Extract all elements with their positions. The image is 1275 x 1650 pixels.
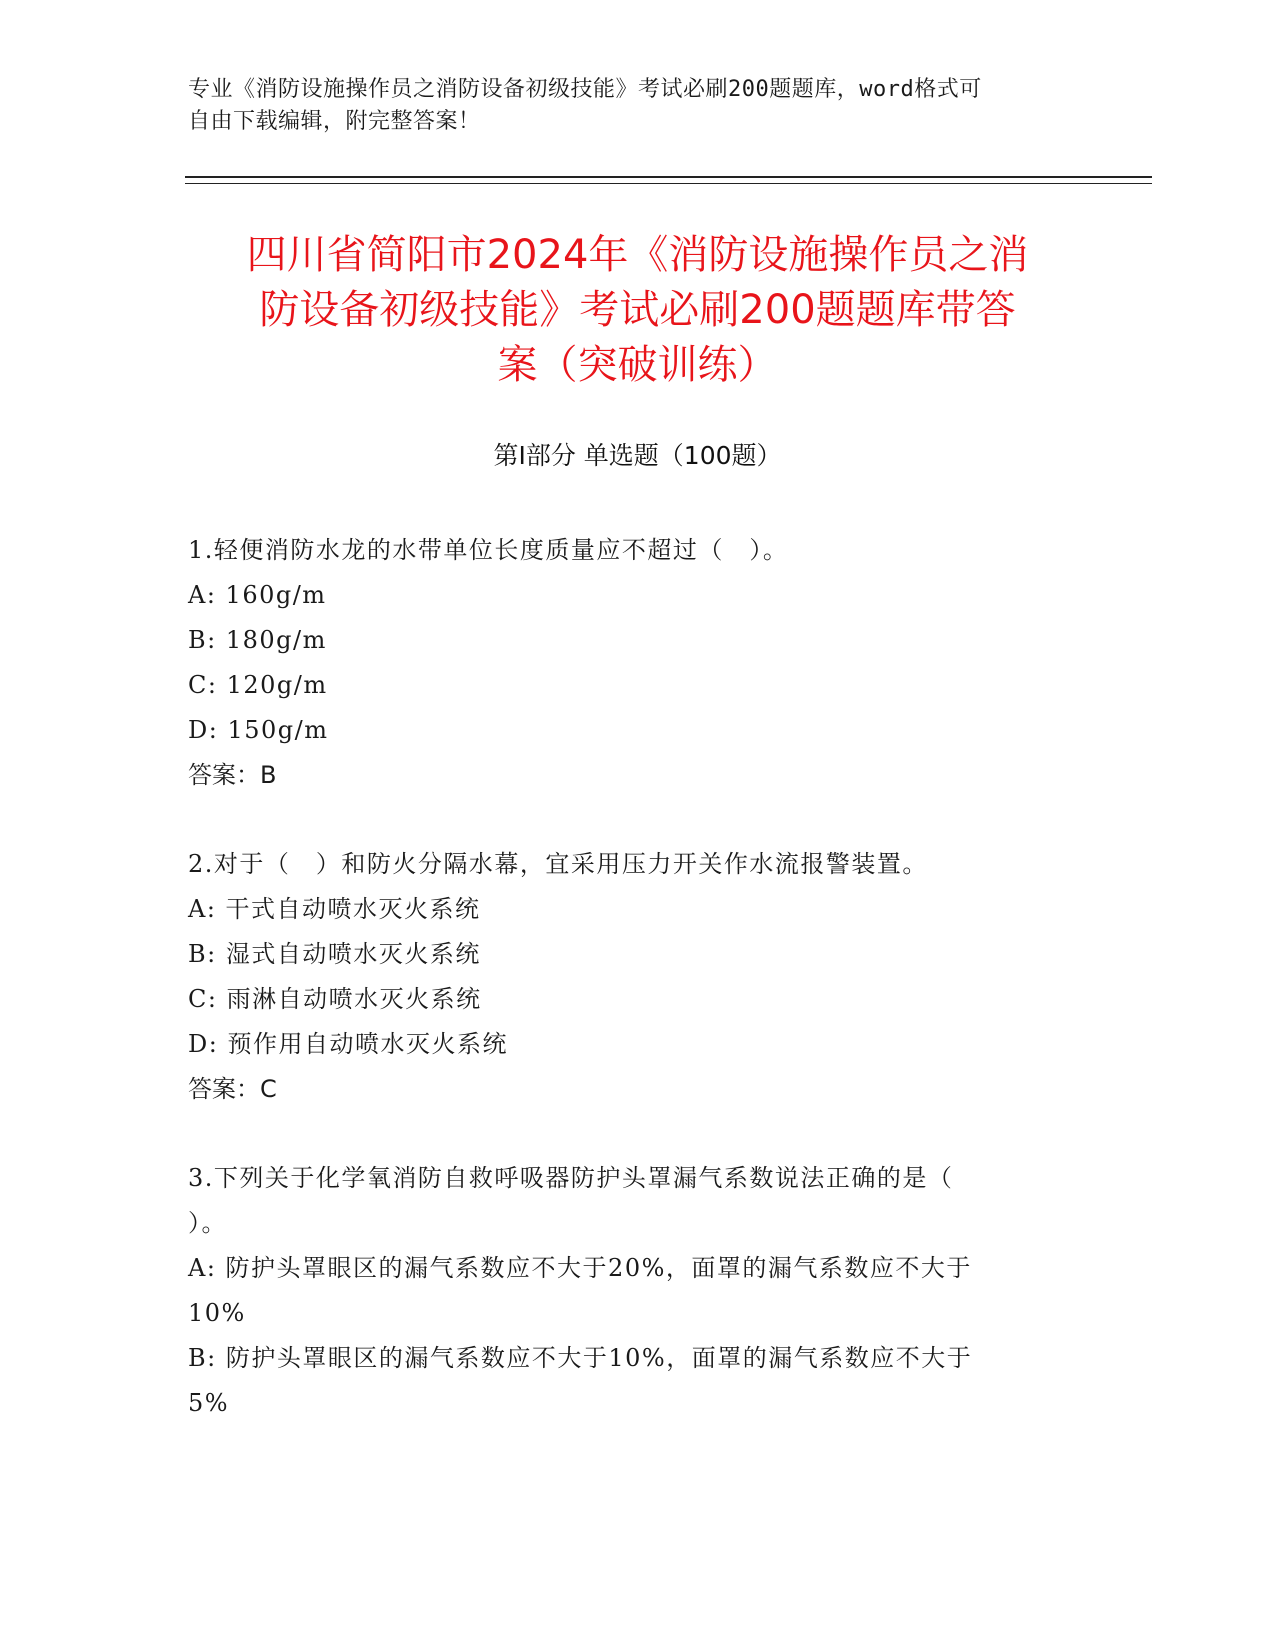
header-note [188,74,1068,138]
option-d: D: 150g/m [188,716,329,744]
header-note-line-2: 自由下载编辑，附完整答案！ [188,109,481,134]
question-stem: 1.轻便消防水龙的水带单位长度质量应不超过（ ）。 [188,536,789,564]
header-note-line-1: 专业《消防设施操作员之消防设备初级技能》考试必刷200题题库，word格式可 [188,77,982,102]
document-title-line-3: 案（突破训练） [497,342,778,388]
question-list [188,528,1068,1470]
question-stem-line-1: 3.下列关于化学氧消防自救呼吸器防护头罩漏气系数说法正确的是（ [188,1164,954,1192]
header-rule-thick [185,176,1152,178]
document-title-line-2: 防设备初级技能》考试必刷200题题库带答 [259,287,1016,333]
question-1 [188,528,1068,798]
question-2 [188,842,1068,1112]
option-c: C: 雨淋自动喷水灭火系统 [188,985,482,1013]
section-title: 第Ⅰ部分 单选题（100题） [493,441,782,470]
option-d: D: 预作用自动喷水灭火系统 [188,1030,508,1058]
option-b-line-1: B: 防护头罩眼区的漏气系数应不大于10%，面罩的漏气系数应不大于 [188,1344,973,1372]
option-a-line-2: 10% [188,1299,246,1327]
option-c: C: 120g/m [188,671,328,699]
question-stem: 2.对于（ ）和防火分隔水幕，宜采用压力开关作水流报警装置。 [188,850,928,878]
question-3 [188,1156,1068,1426]
document-title [175,228,1100,393]
option-b: B: 180g/m [188,626,327,654]
answer: 答案：C [188,1075,277,1103]
document-title-line-1: 四川省简阳市2024年《消防设施操作员之消 [246,232,1029,278]
answer: 答案：B [188,761,277,789]
option-b-line-2: 5% [188,1389,230,1417]
option-b: B: 湿式自动喷水灭火系统 [188,940,481,968]
header-rule-thin [185,183,1152,184]
option-a: A: 160g/m [188,581,327,609]
option-a-line-1: A: 防护头罩眼区的漏气系数应不大于20%，面罩的漏气系数应不大于 [188,1254,972,1282]
option-a: A: 干式自动喷水灭火系统 [188,895,481,923]
question-stem-line-2: ）。 [188,1209,227,1237]
